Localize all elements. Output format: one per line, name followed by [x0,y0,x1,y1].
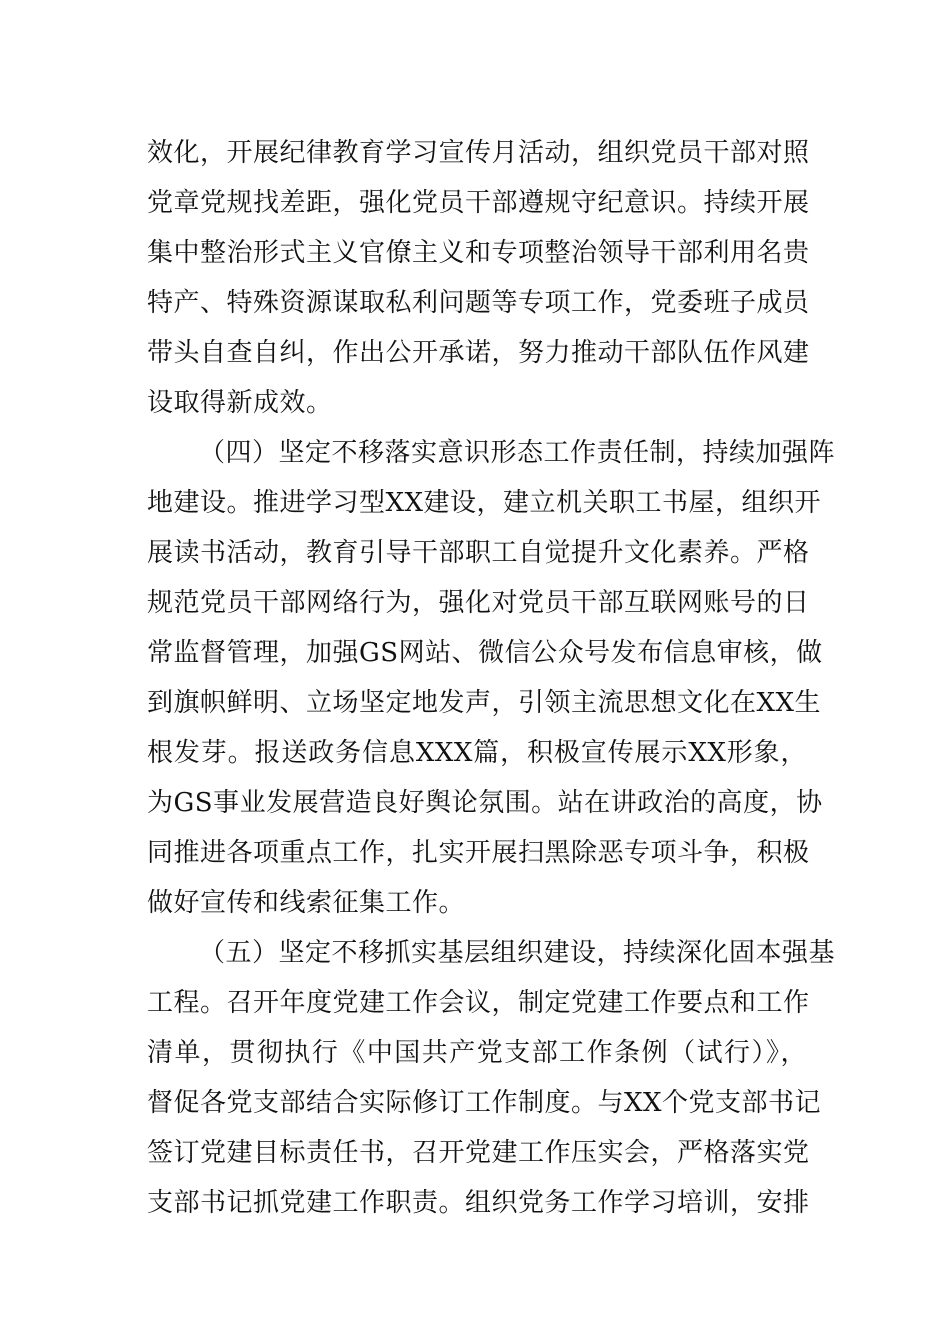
text-line: 展读书活动，教育引导干部职工自觉提升文化素养。严格 [147,538,810,568]
text-line: 督促各党支部结合实际修订工作制度。与XX个党支部书记 [147,1088,822,1118]
text-line: 同推进各项重点工作，扎实开展扫黑除恶专项斗争，积极 [147,838,810,868]
text-line: 集中整治形式主义官僚主义和专项整治领导干部利用名贵 [147,238,810,268]
text-line: 到旗帜鲜明、立场坚定地发声，引领主流思想文化在XX生 [147,688,822,718]
text-line: 签订党建目标责任书，召开党建工作压实会，严格落实党 [147,1138,810,1168]
text-line: 做好宣传和线索征集工作。 [147,888,466,918]
section-heading-4: （四）坚定不移落实意识形态工作责任制，持续加强阵 [199,438,836,468]
text-line: 工程。召开年度党建工作会议，制定党建工作要点和工作 [147,988,810,1018]
text-line: 党章党规找差距，强化党员干部遵规守纪意识。持续开展 [147,188,810,218]
text-line: 清单，贯彻执行《中国共产党支部工作条例（试行）》， [147,1038,807,1068]
text-line: 常监督管理，加强GS网站、微信公众号发布信息审核，做 [147,638,823,668]
text-line: 规范党员干部网络行为，强化对党员干部互联网账号的日 [147,588,810,618]
text-line: 根发芽。报送政务信息XXX篇，积极宣传展示XX形象， [147,738,807,768]
text-line: 带头自查自纠，作出公开承诺，努力推动干部队伍作风建 [147,338,810,368]
text-line: 地建设。推进学习型XX建设，建立机关职工书屋，组织开 [147,488,822,518]
text-line: 效化，开展纪律教育学习宣传月活动，组织党员干部对照 [147,138,810,168]
text-line: 支部书记抓党建工作职责。组织党务工作学习培训，安排 [147,1188,810,1218]
section-heading-5: （五）坚定不移抓实基层组织建设，持续深化固本强基 [199,938,836,968]
text-line: 为GS事业发展营造良好舆论氛围。站在讲政治的高度，协 [147,788,823,818]
text-line: 特产、特殊资源谋取私利问题等专项工作，党委班子成员 [147,288,810,318]
text-line: 设取得新成效。 [147,388,333,418]
